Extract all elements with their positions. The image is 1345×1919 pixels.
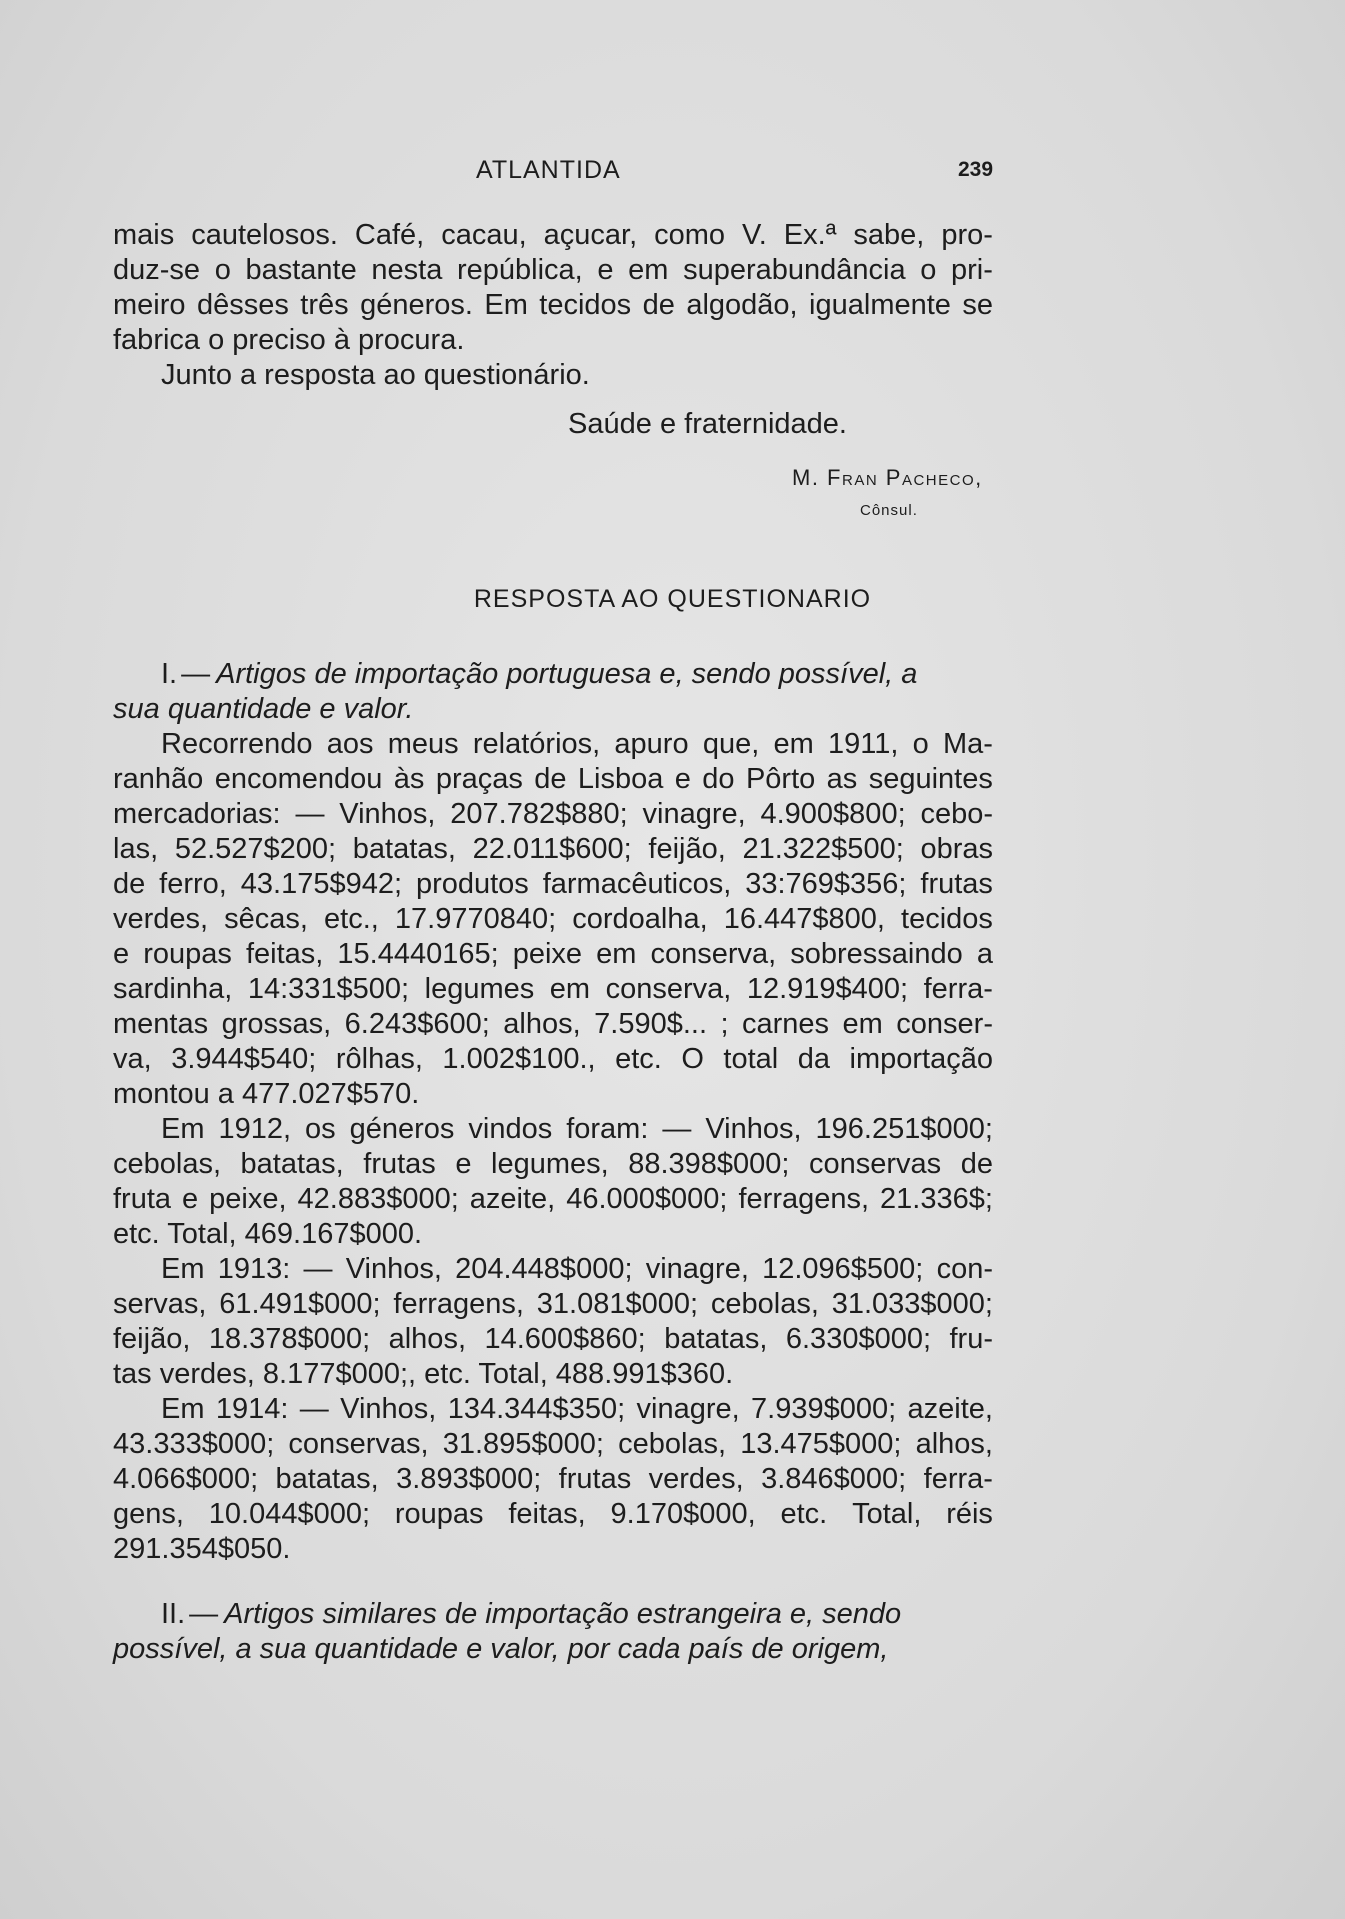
- word: ;: [720, 1008, 729, 1040]
- word: cebolas,: [113, 1148, 222, 1180]
- word: 1911,: [828, 728, 899, 760]
- word: mercadorias:: [113, 798, 281, 830]
- item-1-body: [113, 727, 993, 1567]
- word: fruta: [113, 1183, 172, 1215]
- word: 3.893$000;: [396, 1463, 542, 1495]
- body-line: [113, 902, 993, 937]
- letter-line: [113, 218, 993, 253]
- body-line: [113, 867, 993, 902]
- word: 17.9770840;: [394, 903, 557, 935]
- word: farmacêuticos,: [542, 868, 732, 900]
- word: rôlhas,: [335, 1043, 423, 1075]
- body-line: 291.354$050.: [113, 1533, 291, 1565]
- word: 33:769$356;: [745, 868, 907, 900]
- word: 16.447$800,: [723, 903, 885, 935]
- body-line: [113, 972, 993, 1007]
- word: legumes: [424, 973, 535, 1005]
- word: roupas: [394, 1498, 484, 1530]
- running-title: ATLANTIDA: [476, 156, 621, 184]
- word: cebo-: [920, 798, 993, 830]
- word: peixe: [512, 938, 583, 970]
- letter-body: [113, 218, 993, 393]
- signature-name: M. Fran Pacheco,: [792, 465, 983, 490]
- word: 42.883$000;: [297, 1183, 459, 1215]
- word: Vinhos,: [705, 1113, 802, 1145]
- word: géneros: [349, 1113, 455, 1145]
- letter-line: fabrica o preciso à procura.: [113, 324, 465, 356]
- letter-line: Junto a resposta ao questionário.: [161, 359, 590, 391]
- word: seguintes: [868, 763, 993, 795]
- running-head: [0, 156, 1345, 192]
- body-line: [113, 937, 993, 972]
- word: azeite,: [469, 1183, 556, 1215]
- item-heading-line: II. — Artigos similares de importação estrangeira e, sendo: [161, 1598, 902, 1630]
- word: conservas,: [288, 1428, 429, 1460]
- word: va,: [113, 1043, 152, 1075]
- item-heading-line: [113, 692, 993, 727]
- body-line: [113, 1182, 993, 1217]
- word: relatórios,: [472, 728, 601, 760]
- word: 43.175$942;: [240, 868, 403, 900]
- word: 6.243$600;: [344, 1008, 490, 1040]
- word: feitas,: [245, 938, 324, 970]
- word: que,: [702, 728, 760, 760]
- word: batatas,: [240, 1148, 344, 1180]
- letter-line: [113, 288, 993, 323]
- word: roupas: [143, 938, 232, 970]
- word: os: [305, 1113, 336, 1145]
- body-line: [113, 832, 993, 867]
- body-line: [113, 1287, 993, 1322]
- word: etc.: [615, 1043, 662, 1075]
- word: Em: [161, 1393, 205, 1425]
- word: 31.033$000;: [831, 1288, 993, 1320]
- word: produtos: [415, 868, 529, 900]
- body-line: [113, 1007, 993, 1042]
- word: V.: [742, 219, 767, 251]
- word: Pôrto: [745, 763, 816, 795]
- word: frutas: [363, 1148, 436, 1180]
- word: Vinhos,: [345, 1253, 442, 1285]
- word: 14.600$860;: [484, 1323, 646, 1355]
- word: 18.378$000;: [208, 1323, 371, 1355]
- word: da: [797, 1043, 830, 1075]
- word: 9.170$000,: [610, 1498, 756, 1530]
- word: sobressaindo: [790, 938, 963, 970]
- word: e: [597, 254, 614, 286]
- item-heading-text: Artigos similares de importação estrangeira e, sendo: [224, 1598, 902, 1630]
- word: 21.336$;: [880, 1183, 993, 1215]
- word: o: [214, 254, 231, 286]
- word: verdes,: [648, 1463, 744, 1495]
- word: batatas,: [275, 1463, 379, 1495]
- word: 1913:: [217, 1253, 291, 1285]
- word: 7.590$...: [594, 1008, 708, 1040]
- word: do: [702, 763, 735, 795]
- word: e: [182, 1183, 199, 1215]
- word: a: [976, 938, 993, 970]
- body-line: etc. Total, 469.167$000.: [113, 1218, 423, 1250]
- word: 1.002$100.,: [442, 1043, 596, 1075]
- item-heading-text: possível, a sua quantidade e valor, por cada país de origem,: [113, 1633, 889, 1665]
- word: gens,: [113, 1498, 184, 1530]
- word: 12.919$400;: [746, 973, 909, 1005]
- word: sabe,: [853, 219, 925, 251]
- word: legumes,: [491, 1148, 609, 1180]
- word: aos: [326, 728, 374, 760]
- word: tecidos: [539, 289, 632, 321]
- word: —: [662, 1113, 692, 1145]
- word: feijão,: [113, 1323, 191, 1355]
- word: frutas: [920, 868, 993, 900]
- word: às: [393, 763, 425, 795]
- word: igualmente: [809, 289, 951, 321]
- word: vinagre,: [642, 798, 746, 830]
- word: e: [674, 763, 691, 795]
- word: encomendou: [214, 763, 383, 795]
- word: 207.782$880;: [450, 798, 628, 830]
- word: batatas,: [352, 833, 456, 865]
- word: vindos: [468, 1113, 553, 1145]
- word: feitas,: [508, 1498, 586, 1530]
- item-2-heading: [113, 1597, 993, 1667]
- word: ferra-: [923, 1463, 993, 1495]
- word: 22.011$600;: [472, 833, 632, 865]
- word: 6.330$000;: [785, 1323, 932, 1355]
- word: 3.846$000;: [761, 1463, 907, 1495]
- word: sêcas,: [224, 903, 308, 935]
- word: las,: [113, 833, 159, 865]
- word: réis: [946, 1498, 993, 1530]
- body-line: [113, 1462, 993, 1497]
- word: 3.944$540;: [171, 1043, 317, 1075]
- word: 14:331$500;: [247, 973, 410, 1005]
- word: 7.939$000;: [751, 1393, 897, 1425]
- word: tecidos: [901, 903, 993, 935]
- word: conser-: [896, 1008, 993, 1040]
- word: conservas: [809, 1148, 942, 1180]
- word: ferragens,: [393, 1288, 524, 1320]
- word: pri-: [951, 254, 993, 286]
- word: verdes,: [113, 903, 209, 935]
- word: 1912,: [218, 1113, 292, 1145]
- word: 31.081$000;: [536, 1288, 699, 1320]
- word: sardinha,: [113, 973, 233, 1005]
- word: nesta: [371, 254, 443, 286]
- body-line: [113, 1322, 993, 1357]
- item-numeral: I.: [161, 658, 178, 690]
- word: cebolas,: [618, 1428, 727, 1460]
- word: de: [642, 289, 675, 321]
- item-heading-text: Artigos de importação portuguesa e, sendo possível, a: [216, 658, 918, 690]
- body-line: [113, 797, 993, 832]
- word: 196.251$000;: [815, 1113, 993, 1145]
- word: Lisboa: [577, 763, 664, 795]
- word: 31.895$000;: [442, 1428, 604, 1460]
- body-line: [113, 1497, 993, 1532]
- item-heading-line: I. — Artigos de importação portuguesa e, sendo possível, a: [161, 658, 918, 690]
- word: como: [654, 219, 726, 251]
- word: mais: [113, 219, 175, 251]
- word: vinagre,: [636, 1393, 740, 1425]
- word: e: [113, 938, 130, 970]
- letter-closing: Saúde e fraternidade.: [568, 408, 847, 440]
- body-line: [113, 1112, 993, 1147]
- word: 204.448$000;: [455, 1253, 633, 1285]
- word: algodão,: [686, 289, 798, 321]
- word: em: [549, 973, 591, 1005]
- item-heading-line: [113, 1632, 993, 1667]
- word: etc.: [780, 1498, 828, 1530]
- word: três: [300, 289, 349, 321]
- word: cordoalha,: [572, 903, 708, 935]
- word: 10.044$000;: [208, 1498, 371, 1530]
- word: importação: [849, 1043, 993, 1075]
- word: em: [628, 254, 669, 286]
- body-line: [113, 1252, 993, 1287]
- word: 4.900$800;: [760, 798, 906, 830]
- word: Vinhos,: [340, 1393, 437, 1425]
- word: 1914:: [215, 1393, 289, 1425]
- item-heading-text: sua quantidade e valor.: [113, 693, 414, 725]
- word: ferra-: [923, 973, 993, 1005]
- word: república,: [456, 254, 583, 286]
- word: 21.322$500;: [742, 833, 904, 865]
- word: 88.398$000;: [628, 1148, 790, 1180]
- word: grossas,: [221, 1008, 332, 1040]
- word: dêsses: [196, 289, 289, 321]
- word: fru-: [949, 1323, 993, 1355]
- page-number: 239: [958, 158, 994, 181]
- word: 61.491$000;: [219, 1288, 381, 1320]
- word: apuro: [614, 728, 689, 760]
- word: cacau,: [441, 219, 527, 251]
- word: e: [455, 1148, 472, 1180]
- word: as: [826, 763, 858, 795]
- word: Total,: [852, 1498, 922, 1530]
- word: de: [113, 868, 146, 900]
- word: Em: [161, 1253, 205, 1285]
- word: —: [303, 1253, 333, 1285]
- word: Em: [161, 1113, 205, 1145]
- word: 12.096$500;: [762, 1253, 924, 1285]
- word: cebolas,: [710, 1288, 819, 1320]
- word: 46.000$000;: [566, 1183, 728, 1215]
- word: se: [962, 289, 993, 321]
- section-title: RESPOSTA AO QUESTIONARIO: [473, 585, 872, 613]
- word: meiro: [113, 289, 186, 321]
- word: em: [773, 728, 814, 760]
- word: Em: [484, 289, 528, 321]
- word: Recorrendo: [161, 728, 313, 760]
- word: frutas: [558, 1463, 632, 1495]
- word: cautelosos.: [191, 219, 338, 251]
- body-line: [113, 727, 993, 762]
- body-line: montou a 477.027$570.: [113, 1078, 420, 1110]
- word: o: [920, 254, 937, 286]
- item-numeral: II.: [161, 1598, 186, 1630]
- word: em: [842, 1008, 883, 1040]
- word: foram:: [566, 1113, 649, 1145]
- word: o: [912, 728, 929, 760]
- word: 15.4440165;: [337, 938, 499, 970]
- word: de: [534, 763, 567, 795]
- word: alhos,: [388, 1323, 466, 1355]
- word: bastante: [245, 254, 357, 286]
- body-line: [113, 1392, 993, 1427]
- word: mentas: [113, 1008, 209, 1040]
- word: superabundância: [683, 254, 906, 286]
- word: em: [596, 938, 637, 970]
- word: Ex.ª: [783, 219, 837, 251]
- body-line: tas verdes, 8.177$000;, etc. Total, 488.991$360.: [113, 1358, 734, 1390]
- word: obras: [920, 833, 993, 865]
- word: carnes: [742, 1008, 830, 1040]
- word: ferro,: [159, 868, 227, 900]
- word: con-: [936, 1253, 993, 1285]
- word: 4.066$000;: [113, 1463, 259, 1495]
- word: meus: [387, 728, 459, 760]
- word: ferragens,: [738, 1183, 870, 1215]
- body-line: [113, 1427, 993, 1462]
- word: ranhão: [113, 763, 204, 795]
- word: alhos,: [915, 1428, 993, 1460]
- word: total: [723, 1043, 779, 1075]
- word: pro-: [941, 219, 993, 251]
- word: conserva,: [650, 938, 777, 970]
- word: vinagre,: [645, 1253, 749, 1285]
- word: Ma-: [943, 728, 993, 760]
- body-line: [113, 1042, 993, 1077]
- word: peixe,: [209, 1183, 287, 1215]
- word: açucar,: [543, 219, 638, 251]
- body-line: [113, 762, 993, 797]
- word: 134.344$350;: [447, 1393, 626, 1425]
- letter-line: [113, 253, 993, 288]
- word: —: [295, 798, 325, 830]
- word: azeite,: [907, 1393, 993, 1425]
- word: géneros.: [360, 289, 473, 321]
- word: feijão,: [648, 833, 726, 865]
- item-1-heading: [113, 657, 993, 727]
- word: praças: [435, 763, 523, 795]
- word: alhos,: [503, 1008, 581, 1040]
- word: Vinhos,: [339, 798, 436, 830]
- word: conserva,: [605, 973, 732, 1005]
- word: 43.333$000;: [113, 1428, 275, 1460]
- word: —: [299, 1393, 329, 1425]
- word: duz-se: [113, 254, 201, 286]
- word: etc.,: [324, 903, 379, 935]
- word: 52.527$200;: [174, 833, 337, 865]
- signature-title: Cônsul.: [860, 502, 918, 519]
- word: de: [960, 1148, 993, 1180]
- word: Café,: [354, 219, 425, 251]
- word: O: [681, 1043, 704, 1075]
- body-line: [113, 1147, 993, 1182]
- word: batatas,: [664, 1323, 768, 1355]
- word: servas,: [113, 1288, 207, 1320]
- word: 13.475$000;: [740, 1428, 902, 1460]
